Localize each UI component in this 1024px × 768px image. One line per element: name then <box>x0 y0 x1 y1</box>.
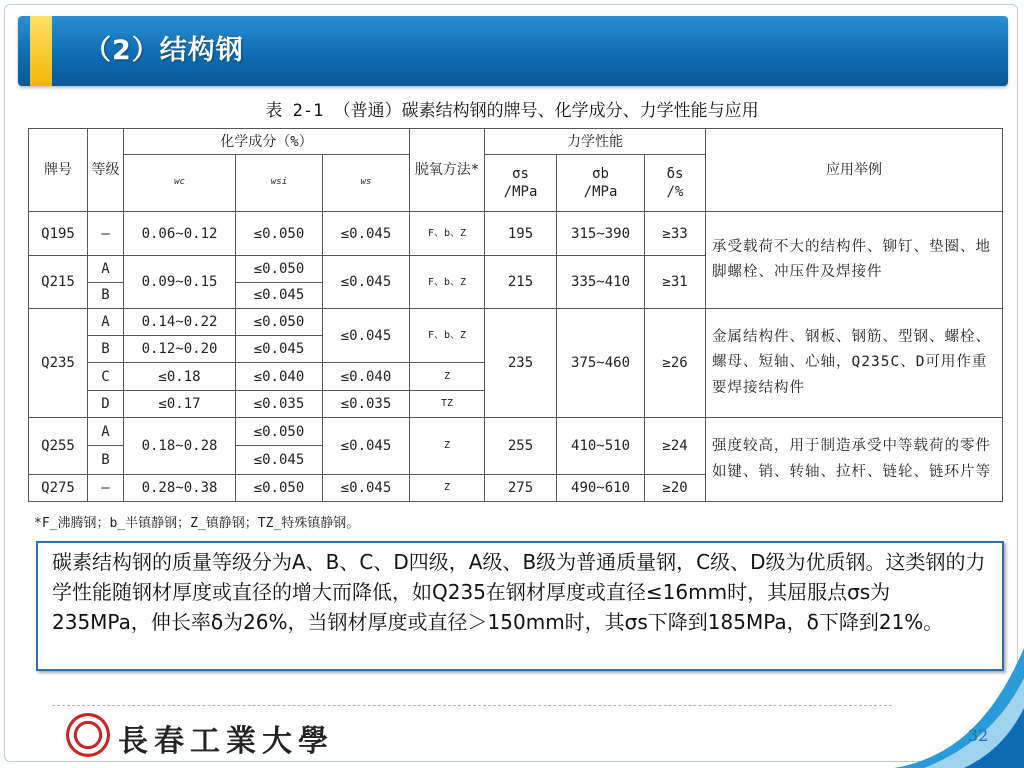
header-yield-strength <box>485 155 557 212</box>
cell-deoxidation: Z <box>410 474 485 501</box>
cell-carbon: 0.06~0.12 <box>124 211 236 255</box>
cell-yield: 235 <box>485 308 557 417</box>
cell-tensile: 335~410 <box>557 256 645 309</box>
cell-carbon: 0.12~0.20 <box>124 336 236 363</box>
cell-deoxidation: F、b、Z <box>410 256 485 309</box>
cell-carbon: 0.14~0.22 <box>124 308 236 335</box>
header-sulfur: ws <box>323 155 410 212</box>
cell-quality: C <box>88 363 124 390</box>
application-group-3: 强度较高，用于制造承受中等载荷的零件如键、销、转轴、拉杆、链轮、链环片等 <box>706 418 1003 502</box>
yield-unit: /MPa <box>503 184 538 201</box>
slide-title: （2）结构钢 <box>84 35 244 66</box>
cell-tensile: 375~460 <box>557 308 645 417</box>
cell-sulfur: ≤0.045 <box>323 308 410 363</box>
header-application: 应用举例 <box>706 129 1003 212</box>
cell-elongation: ≥20 <box>645 474 706 501</box>
cell-sulfur: ≤0.035 <box>323 390 410 417</box>
header-carbon: wc <box>124 155 236 212</box>
cell-silicon: ≤0.040 <box>236 363 323 390</box>
cell-tensile: 410~510 <box>557 418 645 475</box>
cell-quality: A <box>88 308 124 335</box>
cell-carbon: ≤0.18 <box>124 363 236 390</box>
cell-silicon: ≤0.050 <box>236 256 323 282</box>
cell-quality: A <box>88 418 124 446</box>
cell-silicon: ≤0.050 <box>236 211 323 255</box>
page-number: 32 <box>968 726 989 745</box>
cell-deoxidation: Z <box>410 418 485 475</box>
cell-silicon: ≤0.035 <box>236 390 323 417</box>
table-row <box>29 418 1003 446</box>
cell-tensile: 315~390 <box>557 211 645 255</box>
cell-carbon: 0.09~0.15 <box>124 256 236 309</box>
cell-silicon: ≤0.050 <box>236 474 323 501</box>
explanation-text: 碳素结构钢的质量等级分为A、B、C、D四级，A级、B级为普通质量钢，C级、D级为优质钢。这类钢的力学性能随钢材厚度或直径的增大而降低，如Q235在钢材厚度或直径≤16mm时，其屈服点σs为235MPa，伸长率δ为26%，当钢材厚度或直径＞150mm时，其σs下降到185MPa，δ下降到21%。 <box>52 550 986 634</box>
cell-grade: Q215 <box>29 256 88 309</box>
yield-symbol: σs <box>512 165 529 182</box>
cell-sulfur: ≤0.045 <box>323 418 410 475</box>
university-logo-text: 長春工業大學 <box>118 724 334 759</box>
cell-elongation: ≥31 <box>645 256 706 309</box>
header-chemical-composition: 化学成分（%） <box>124 129 410 155</box>
cell-grade: Q275 <box>29 474 88 501</box>
elongation-unit: /% <box>666 184 684 201</box>
cell-sulfur: ≤0.045 <box>323 211 410 255</box>
cell-elongation: ≥26 <box>645 308 706 417</box>
cell-carbon: 0.28~0.38 <box>124 474 236 501</box>
cell-silicon: ≤0.050 <box>236 308 323 335</box>
cell-silicon: ≤0.045 <box>236 336 323 363</box>
cell-elongation: ≥24 <box>645 418 706 475</box>
cell-yield: 255 <box>485 418 557 475</box>
header-deoxidation: 脱氧方法* <box>410 129 485 212</box>
header-elongation <box>645 155 706 212</box>
cell-grade: Q195 <box>29 211 88 255</box>
cell-deoxidation: Z <box>410 363 485 390</box>
cell-quality: B <box>88 336 124 363</box>
cell-silicon: ≤0.045 <box>236 282 323 308</box>
footer-divider <box>52 705 892 706</box>
cell-deoxidation: F、b、Z <box>410 308 485 363</box>
cell-grade: Q255 <box>29 418 88 475</box>
table-row <box>29 211 1003 255</box>
cell-yield: 195 <box>485 211 557 255</box>
cell-sulfur: ≤0.040 <box>323 363 410 390</box>
cell-sulfur: ≤0.045 <box>323 256 410 309</box>
application-group-2: 金属结构件、钢板、钢筋、型钢、螺栓、螺母、短轴、心轴，Q235C、D可用作重要焊接结构件 <box>706 308 1003 417</box>
cell-deoxidation: TZ <box>410 390 485 417</box>
elongation-symbol: δs <box>666 165 684 182</box>
application-group-1: 承受载荷不大的结构件、铆钉、垫圈、地脚螺栓、冲压件及焊接件 <box>706 211 1003 308</box>
cell-quality: A <box>88 256 124 282</box>
cell-silicon: ≤0.050 <box>236 418 323 446</box>
header-silicon: wsi <box>236 155 323 212</box>
cell-yield: 275 <box>485 474 557 501</box>
tensile-unit: /MPa <box>583 184 618 201</box>
university-seal-icon <box>66 713 110 757</box>
cell-tensile: 490~610 <box>557 474 645 501</box>
cell-quality: — <box>88 211 124 255</box>
cell-sulfur: ≤0.045 <box>323 474 410 501</box>
cell-silicon: ≤0.045 <box>236 446 323 474</box>
table-footnote: *F_沸腾钢；b_半镇静钢；Z_镇静钢；TZ_特殊镇静钢。 <box>34 516 360 531</box>
cell-quality: B <box>88 282 124 308</box>
cell-quality: — <box>88 474 124 501</box>
header-quality: 等级 <box>88 129 124 212</box>
cell-carbon: ≤0.17 <box>124 390 236 417</box>
steel-properties-table <box>28 128 1003 502</box>
title-accent-bar <box>30 16 52 86</box>
table-caption: 表 2-1 （普通）碳素结构钢的牌号、化学成分、力学性能与应用 <box>265 101 759 121</box>
cell-carbon: 0.18~0.28 <box>124 418 236 475</box>
cell-deoxidation: F、b、Z <box>410 211 485 255</box>
tensile-symbol: σb <box>592 165 609 182</box>
table-row <box>29 308 1003 335</box>
cell-grade: Q235 <box>29 308 88 417</box>
header-tensile-strength <box>557 155 645 212</box>
header-mechanical-properties: 力学性能 <box>485 129 706 155</box>
page-curl-decoration <box>894 648 1024 768</box>
cell-quality: B <box>88 446 124 474</box>
cell-yield: 215 <box>485 256 557 309</box>
header-grade: 牌号 <box>29 129 88 212</box>
cell-elongation: ≥33 <box>645 211 706 255</box>
cell-quality: D <box>88 390 124 417</box>
explanation-box <box>36 541 1004 671</box>
